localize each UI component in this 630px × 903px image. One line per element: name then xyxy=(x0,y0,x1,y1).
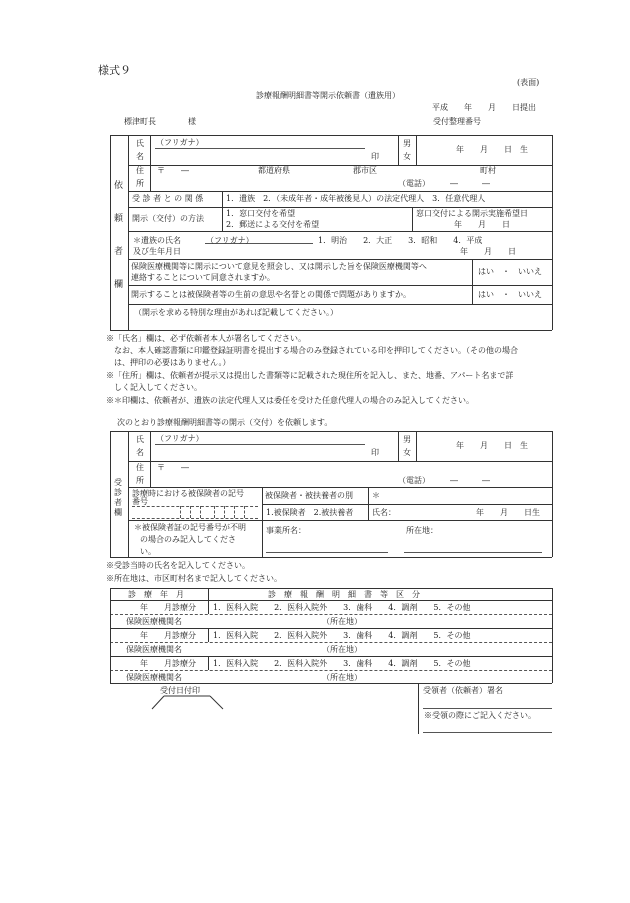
special-reason-label[interactable]: （開示を求める特別な理由があれば記載してください。） xyxy=(134,308,338,317)
reception-stamp-mark xyxy=(150,694,226,710)
honor-question: 開示することは被保険者等の生前の意思や名誉との関係で問題がありますか。 xyxy=(131,290,411,299)
note-line: ※「住所」欄は、依頼者が提示又は提出した書類等に記載された現住所を記入し、また、地番、アパート名まで詳 xyxy=(106,371,514,380)
requester-prefecture: 都道府県 xyxy=(258,166,290,175)
requester-side-label xyxy=(114,178,123,290)
note-line: ※受診当時の氏名を記入してください。 xyxy=(106,561,250,570)
record-year-month[interactable]: 年 月診療分 xyxy=(140,603,196,612)
note-line: は、押印の必要はありません。） xyxy=(106,358,231,367)
insured-type-asterisk: ＊ xyxy=(372,491,380,500)
side-char: 者 xyxy=(114,498,122,507)
honor-answer[interactable]: はい ・ いいえ xyxy=(478,290,542,299)
office-name-label[interactable]: 事業所名： xyxy=(266,526,306,535)
side-char: 欄 xyxy=(114,508,122,517)
insured-note: の場合のみ記入してくださ xyxy=(140,535,236,544)
side-char: 欄 xyxy=(114,280,124,290)
record-header-year-month: 診 療 年 月 xyxy=(128,590,184,599)
record-location-label[interactable]: （所在地） xyxy=(322,617,362,626)
side-char: 頼 xyxy=(114,214,124,224)
deceased-birthdate[interactable]: 年 月 日 xyxy=(460,247,516,256)
window-wish-date[interactable]: 年 月 日 xyxy=(454,220,510,229)
patient-address-label: 所 xyxy=(136,476,144,485)
insured-birthdate[interactable]: 年 月 日生 xyxy=(476,508,540,517)
insured-note: ＊被保険者証の記号番号が不明 xyxy=(134,523,246,532)
patient-address-label: 住 xyxy=(136,463,144,472)
insured-number-label: 診療時における被保険者の記号 xyxy=(132,489,244,498)
patient-phone[interactable]: （電話） ― ― xyxy=(398,476,490,485)
record-category-options[interactable]: 1．医科入院 2．医科入院外 3．歯科 4．調剤 5．その他 xyxy=(213,603,471,612)
patient-gender-female[interactable]: 女 xyxy=(403,448,411,457)
insured-number-label: 番号 xyxy=(132,497,148,506)
record-year-month[interactable]: 年 月診療分 xyxy=(140,659,196,668)
requester-name-label: 名 xyxy=(136,152,144,161)
record-institution-label[interactable]: 保険医療機関名 xyxy=(126,673,182,682)
requester-gender-female[interactable]: 女 xyxy=(403,152,411,161)
note-line: しく記入してください。 xyxy=(106,383,202,392)
patient-name-label: 氏 xyxy=(136,435,144,444)
note-line: ※「氏名」欄は、必ず依頼者本人が署名してください。 xyxy=(106,334,306,343)
insured-type-label: 被保険者・被扶養者の別 xyxy=(265,491,353,500)
office-location-label[interactable]: 所在地： xyxy=(406,526,438,535)
requester-address-label: 所 xyxy=(136,179,144,188)
requester-furigana[interactable]: （フリガナ） xyxy=(156,138,204,147)
side-char: 依 xyxy=(114,181,124,191)
deceased-name-label: ＊遺族の氏名 xyxy=(133,236,181,245)
request-intro: 次のとおり診療報酬明細書等の開示（交付）を依頼します。 xyxy=(117,418,333,427)
record-institution-label[interactable]: 保険医療機関名 xyxy=(126,645,182,654)
record-location-label[interactable]: （所在地） xyxy=(322,673,362,682)
insured-name-label[interactable]: 氏名： xyxy=(372,508,396,517)
patient-birthdate[interactable]: 年 月 日 生 xyxy=(456,441,528,450)
relation-label: 受 診 者 と の 関 係 xyxy=(132,194,204,203)
consent-question: 連絡することについて同意されますか。 xyxy=(131,273,275,282)
consent-answer[interactable]: はい ・ いいえ xyxy=(478,267,542,276)
method-label: 開示（交付）の方法 xyxy=(132,214,204,223)
note-line: ※所在地は、市区町村名まで記入してください。 xyxy=(106,574,282,583)
note-line: なお、本人確認書類に印鑑登録証明書を提出する場合のみ登録されている印を押印してください。（その他の場合 xyxy=(106,346,518,355)
reception-stamp-label: 受付日付印 xyxy=(160,686,200,695)
requester-gender-male[interactable]: 男 xyxy=(403,139,411,148)
deceased-birth-label: 及び生年月日 xyxy=(133,247,181,256)
insured-note: い。 xyxy=(140,547,156,556)
requester-city-ward: 郡市区 xyxy=(353,166,377,175)
side-char: 診 xyxy=(114,488,122,497)
requester-phone[interactable]: （電話） ― ― xyxy=(398,179,490,188)
patient-side-label xyxy=(114,478,122,518)
form-number: 様式９ xyxy=(98,64,131,77)
window-wish-label: 窓口交付による開示実施希望日 xyxy=(416,209,528,218)
addressee: 標津町長 様 xyxy=(124,117,196,126)
requester-town-village: 町村 xyxy=(480,166,496,175)
receipt-number-label: 受付整理番号 xyxy=(433,117,481,126)
record-year-month[interactable]: 年 月診療分 xyxy=(140,631,196,640)
deceased-era-options[interactable]: 1．明治 2．大正 3．昭和 4．平成 xyxy=(318,236,483,245)
consent-question: 保険医療機関等に開示について意見を照会し、又は開示した旨を保険医療機関等へ xyxy=(131,262,427,271)
insured-type-options[interactable]: 1.被保険者 2.被扶養者 xyxy=(266,508,354,517)
method-option-window[interactable]: 1．窓口交付を希望 xyxy=(226,209,296,218)
record-location-label[interactable]: （所在地） xyxy=(322,645,362,654)
record-category-options[interactable]: 1．医科入院 2．医科入院外 3．歯科 4．調剤 5．その他 xyxy=(213,631,471,640)
record-category-options[interactable]: 1．医科入院 2．医科入院外 3．歯科 4．調剤 5．その他 xyxy=(213,659,471,668)
method-option-mail[interactable]: 2．郵送による交付を希望 xyxy=(226,220,320,229)
record-institution-label[interactable]: 保険医療機関名 xyxy=(126,617,182,626)
patient-seal: 印 xyxy=(371,448,379,457)
requester-name-label: 氏 xyxy=(136,139,144,148)
deceased-furigana[interactable]: （フリガナ） xyxy=(206,236,254,245)
requester-seal: 印 xyxy=(371,152,379,161)
side-label: (表面) xyxy=(517,78,540,87)
requester-address-label: 住 xyxy=(136,166,144,175)
document-title: 診療報酬明細書等開示依頼書（遺族用） xyxy=(256,91,400,100)
date-line[interactable]: 平成 年 月 日提出 xyxy=(432,103,536,112)
note-line: ※＊印欄は、依頼者が、遺族の法定代理人又は委任を受けた任意代理人の場合のみ記入してください。 xyxy=(106,396,474,405)
patient-postal[interactable]: 〒 ― xyxy=(157,463,189,472)
patient-gender-male[interactable]: 男 xyxy=(403,435,411,444)
side-char: 受 xyxy=(114,478,122,487)
relation-options[interactable]: 1．遺族 2．（未成年者・成年被後見人）の法定代理人 3．任意代理人 xyxy=(226,194,486,203)
requester-birthdate[interactable]: 年 月 日 生 xyxy=(456,145,528,154)
requester-postal[interactable]: 〒 ― xyxy=(157,166,189,175)
side-char: 者 xyxy=(114,247,124,257)
patient-furigana[interactable]: （フリガナ） xyxy=(156,434,204,443)
record-header-category: 診 療 報 酬 明 細 書 等 区 分 xyxy=(268,590,420,599)
receiver-note: ※受領の際にご記入ください。 xyxy=(424,711,536,720)
patient-name-label: 名 xyxy=(136,448,144,457)
receiver-signature-label: 受領者（依頼者）署名 xyxy=(423,686,503,695)
